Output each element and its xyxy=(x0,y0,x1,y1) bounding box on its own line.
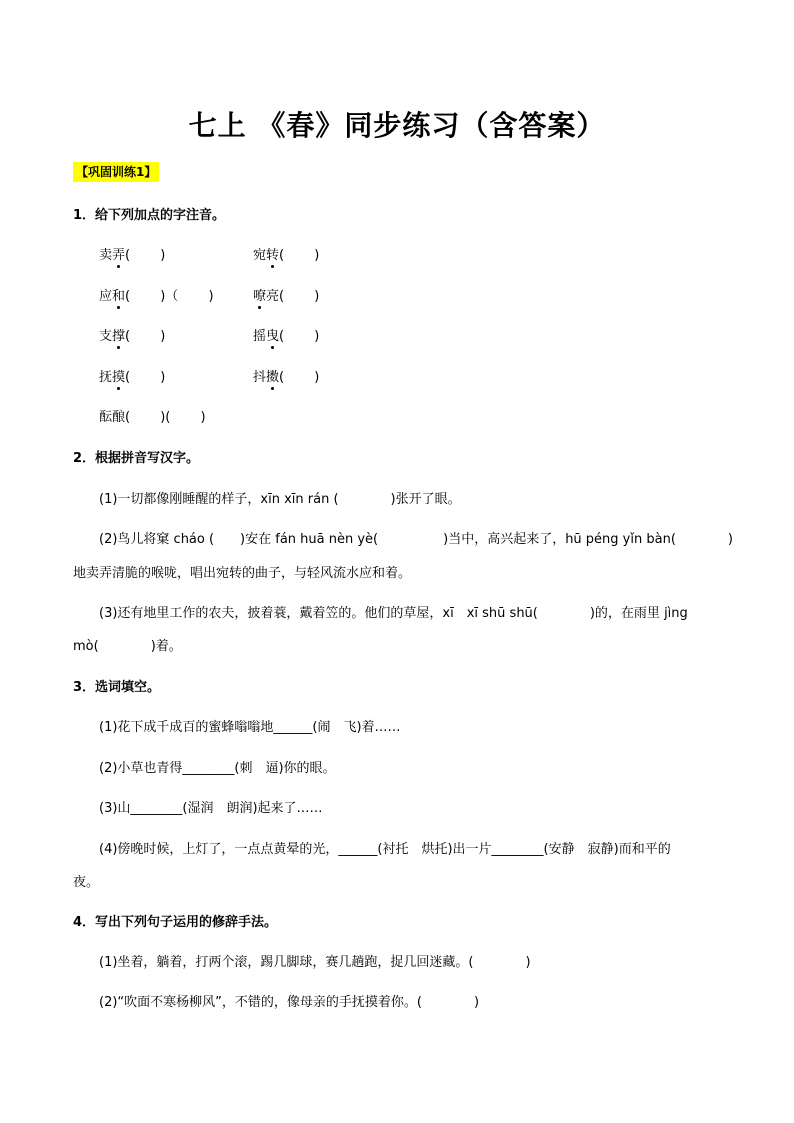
pinyin-item: 嘹亮( ) xyxy=(253,289,320,304)
pinyin-item: 支撑( ) xyxy=(99,329,166,344)
pinyin-item: 摇曳( ) xyxy=(253,329,320,344)
question-3-line: 夜。 xyxy=(73,875,100,890)
question-3-line: (4)傍晚时候，上灯了，一点点黄晕的光，______(衬托 烘托)出一片________(安静 寂静)而和平的 xyxy=(99,842,671,857)
pinyin-item: 抚摸( ) xyxy=(99,370,166,385)
question-2-line: (2)鸟儿将窠 cháo ( )安在 fán huā nèn yè( )当中，高兴起来了，hū péng yǐn bàn( ) xyxy=(99,532,733,547)
pinyin-item: 抖擞( ) xyxy=(253,370,320,385)
question-2-line: mò( )着。 xyxy=(73,639,182,654)
question-3-line: (2)小草也青得________(刺 逼)你的眼。 xyxy=(99,761,336,776)
question-3-line: (3)山________(湿润 朗润)起来了…… xyxy=(99,801,323,816)
page-title: 七上 《春》同步练习（含答案） xyxy=(188,109,606,142)
pinyin-item: 宛转( ) xyxy=(253,248,320,263)
pinyin-item: 应和( )（ ) xyxy=(99,289,214,304)
question-2-line: 地卖弄清脆的喉咙，唱出宛转的曲子，与轻风流水应和着。 xyxy=(73,566,412,581)
question-2-heading: 2．根据拼音写汉字。 xyxy=(73,451,200,466)
section-tag: 【巩固训练1】 xyxy=(73,162,159,182)
pinyin-item: 酝酿( )( ) xyxy=(99,410,206,425)
question-4-heading: 4．写出下列句子运用的修辞手法。 xyxy=(73,915,278,930)
question-4-line: (1)坐着，躺着，打两个滚，踢几脚球，赛几趟跑，捉几回迷藏。( ) xyxy=(99,955,531,970)
question-3-line: (1)花下成千成百的蜜蜂嗡嗡地______(闹 飞)着…… xyxy=(99,720,401,735)
pinyin-item: 卖弄( ) xyxy=(99,248,166,263)
question-1-heading: 1．给下列加点的字注音。 xyxy=(73,208,226,223)
question-2-line: (3)还有地里工作的农夫，披着蓑，戴着笠的。他们的草屋，xī xī shū shū( )的，在雨里 jìng xyxy=(99,606,688,621)
question-4-line: (2)“吹面不寒杨柳风”，不错的，像母亲的手抚摸着你。( ) xyxy=(99,995,480,1010)
question-3-heading: 3．选词填空。 xyxy=(73,680,161,695)
question-2-line: (1)一切都像刚睡醒的样子，xīn xīn rán ( )张开了眼。 xyxy=(99,492,461,507)
